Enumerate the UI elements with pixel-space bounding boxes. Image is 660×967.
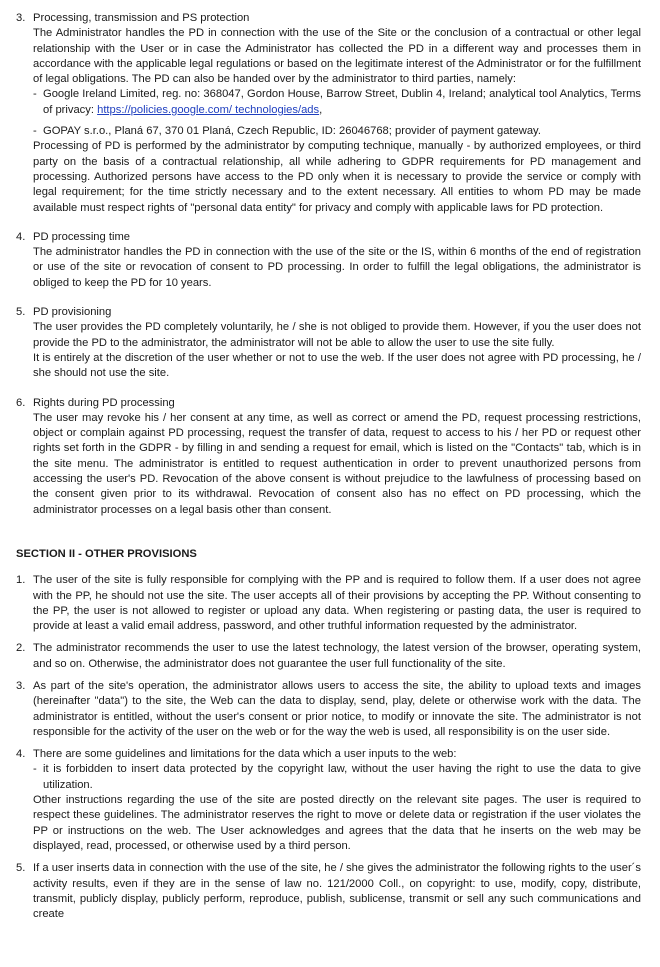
- bullet-text: it is forbidden to insert data protected by the copyright law, without the user having the right to use the data to give utilization.: [43, 763, 641, 791]
- item-title: Processing, transmission and PS protection: [33, 12, 250, 24]
- item-number: 3.: [16, 679, 26, 692]
- section1-item-6: [16, 396, 641, 518]
- item-content: [33, 305, 641, 381]
- bullet-dash: -: [33, 88, 37, 101]
- item-number: 5.: [16, 862, 26, 875]
- paragraph: It is entirely at the discretion of the user whether or not to use the web. If the user does not agree with PD processing, he / she should not use the site.: [33, 351, 641, 380]
- item-number: 1.: [16, 574, 26, 587]
- section1-item-5: [16, 305, 641, 381]
- bullet-item: [33, 762, 641, 793]
- bullet-text-end: ,: [319, 103, 323, 116]
- item-number: 4.: [16, 230, 26, 243]
- bullet-text-main: Google Ireland Limited, reg. no: 368047, Gordon House, Barrow Street, Dublin 4, Ireland; analytical tool Analytics, Terms of privacy:: [43, 88, 641, 116]
- item-content: [33, 861, 641, 922]
- paragraph: Other instructions regarding the use of the site are posted directly on the relevant site pages. The user is required to respect these guidelines. The administrator reserves the right to move or delete data or registration if the user violates the PP or instructions on the web. The User acknowledges and agrees that the data that he inserts on the web may be displayed, read, processed, or otherwise used by a third person.: [33, 794, 641, 852]
- google-privacy-link[interactable]: https://policies.google.com/ technologies/ads: [97, 103, 320, 116]
- item-content: [33, 679, 641, 740]
- section2-item-4: [16, 747, 641, 854]
- paragraph: The user may revoke his / her consent at any time, as well as correct or amend the PD, request processing restrictions, object or complain against PD processing, request the transfer of data, request to access to his / her PD or request other rights set forth in the GDPR - by filling in and sending a request for email, which is listed on the "Contacts" tab, which is in the site menu. The administrator is entitled to request authentication in order to prevent unauthorized persons from accessing the user's PD. Revocation of the above consent is without prejudice to the lawfulness of processing based on the consent given prior to its withdrawal. Revocation of consent also has no effect on PD processing, which the administrator processes on a legal basis other than consent.: [33, 411, 641, 516]
- paragraph: Processing of PD is performed by the administrator by computing technique, manually - by authorized employees, or third party on the basis of a contractual relationship, all while adhering to GDPR requirements for PD management and processing. Authorized persons have access to the PD only when it is necessary to provide the service or comply with legal requirement; for the time strictly necessary and to the extent necessary. All entities to whom PD may be made available must respect rights of "personal data entity" for privacy and comply with applicable laws for PD protection.: [33, 140, 641, 214]
- item-number: 3.: [16, 12, 26, 24]
- item-number: 6.: [16, 396, 26, 409]
- paragraph: The administrator handles the PD in connection with the use of the site or the IS, within 6 months of the end of registration or use of the site or revocation of consent to PD processing. In order to fulfill the legal obligations, the administrator is obliged to keep the PD for 10 years.: [33, 246, 641, 289]
- bullet-text: GOPAY s.r.o., Planá 67, 370 01 Planá, Czech Republic, ID: 26046768; provider of payment gateway.: [43, 125, 541, 138]
- section1-item-3: [16, 11, 641, 216]
- paragraph: The Administrator handles the PD in connection with the use of the Site or the conclusion of a contractual or other legal relationship with the User or in case the Administrator has collected the PD in a different way and processes them in accordance with the applicable legal regulations or based on the legitimate interest of the Administrator or for the fulfillment of legal obligations. The PD can also be handed over by the administrator to third parties, namely:: [33, 27, 641, 86]
- bullet-dash: -: [33, 763, 37, 776]
- bullet-dash: -: [33, 125, 37, 138]
- section2-item-2: [16, 641, 641, 672]
- bullet-text: [43, 87, 641, 118]
- item-content: [33, 396, 641, 518]
- item-content: [33, 230, 641, 291]
- paragraph: The user provides the PD completely voluntarily, he / she is not obliged to provide them. However, if you the user does not provide the PD to the administrator, the administrator will not be able to allow the user to use the site fully.: [33, 321, 641, 349]
- paragraph: There are some guidelines and limitations for the data which a user inputs to the web:: [33, 748, 457, 761]
- item-content: [33, 641, 641, 672]
- paragraph: The user of the site is fully responsible for complying with the PP and is required to follow them. If a user does not agree with the PP, he should not use the site. The user accepts all of their provisions by accepting the PP. Without consenting to the PP, the user is not allowed to register or upload any data. When registering or pasting data, the user is required to provide at least a valid email address, password, and other truthful information requested by the administrator.: [33, 574, 641, 633]
- item-number: 4.: [16, 748, 26, 761]
- section-heading: SECTION II - OTHER PROVISIONS: [16, 547, 197, 560]
- section1-item-4: [16, 230, 641, 291]
- bullet-item: [33, 87, 641, 118]
- section2-item-3: [16, 679, 641, 740]
- paragraph: As part of the site's operation, the administrator allows users to access the site, the ability to upload texts and images (hereinafter "data") to the site, the Web can the data to display, send, play, delete or otherwise work with the data. The administrator is entitled, without the user's consent or prior notice, to modify or innovate the site. The administrator is not responsible for the activity of the user on the web or for the way the web is used, all responsibility is on the user side.: [33, 679, 641, 738]
- item-content: [33, 747, 641, 854]
- paragraph: If a user inserts data in connection with the use of the site, he / she gives the administrator the following rights to the user´s activity results, even if they are in the sense of law no. 121/2000 Coll., on copyright: to use, modify, copy, distribute, transmit, publicly display, publicly perform, reproduce, publish, sublicense, transmit or sell any such communications and create: [33, 862, 641, 921]
- bullet-item: [33, 124, 641, 139]
- item-number: 5.: [16, 306, 26, 319]
- item-number: 2.: [16, 642, 26, 655]
- item-content: [33, 573, 641, 634]
- item-title: PD processing time: [33, 230, 130, 243]
- item-title: Rights during PD processing: [33, 396, 175, 409]
- item-content: [33, 11, 641, 216]
- section2-item-1: [16, 573, 641, 634]
- paragraph: The administrator recommends the user to use the latest technology, the latest version of the browser, operating system, and so on. Otherwise, the administrator does not guarantee the user full functionality of the site.: [33, 642, 641, 670]
- section2-item-5: [16, 861, 641, 922]
- item-title: PD provisioning: [33, 306, 112, 319]
